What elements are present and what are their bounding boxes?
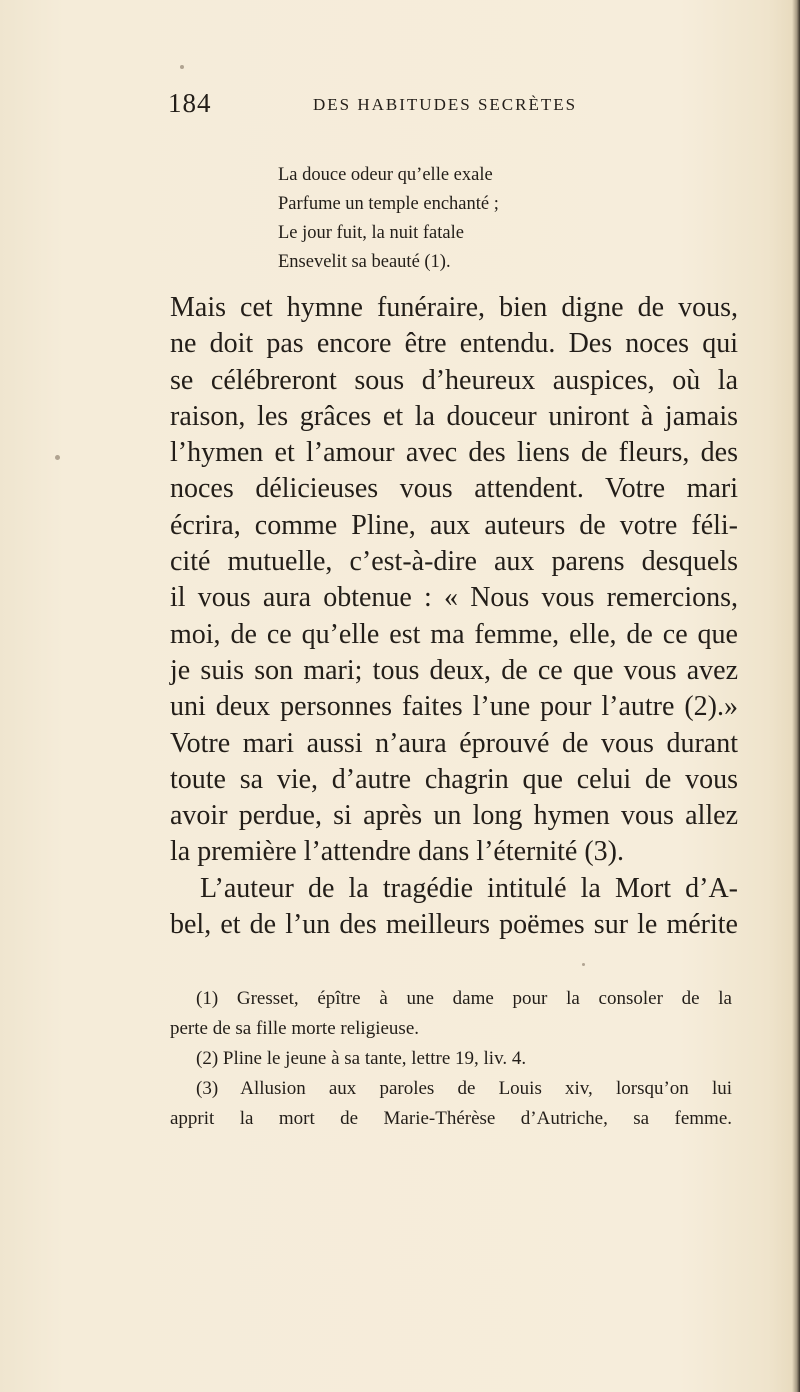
- footnote-line: (2) Pline le jeune à sa tante, lettre 19, liv. 4.: [196, 1048, 527, 1069]
- body-paragraphs: [170, 290, 738, 943]
- body-line: l’hymen et l’amour avec des liens de fleurs, des: [170, 437, 738, 469]
- body-line: Votre mari aussi n’aura éprouvé de vous durant: [170, 727, 738, 759]
- footnote-line: apprit la mort de Marie-Thérèse d’Autriche, sa femme.: [170, 1108, 732, 1129]
- page-header: [168, 88, 708, 128]
- verse-line: Ensevelit sa beauté (1).: [278, 252, 451, 272]
- body-line: je suis son mari; tous deux, de ce que vous avez: [170, 654, 738, 686]
- paper-speck: [582, 963, 585, 966]
- body-line: il vous aura obtenue : « Nous vous remercions,: [170, 582, 738, 614]
- footnote-line: (3) Allusion aux paroles de Louis xiv, lorsqu’on lui: [196, 1078, 732, 1099]
- page-binding-edge: [792, 0, 800, 1392]
- body-line: toute sa vie, d’autre chagrin que celui de vous: [170, 763, 738, 795]
- body-line: moi, de ce qu’elle est ma femme, elle, de ce que: [170, 618, 738, 650]
- verse-line: Parfume un temple enchanté ;: [278, 194, 499, 214]
- page-number: 184: [168, 88, 212, 118]
- body-line: cité mutuelle, c’est-à-dire aux parens desquels: [170, 546, 738, 578]
- body-line: avoir perdue, si après un long hymen vous allez: [170, 800, 738, 832]
- verse-line: La douce odeur qu’elle exale: [278, 165, 493, 185]
- verse-line: Le jour fuit, la nuit fatale: [278, 223, 464, 243]
- body-line: bel, et de l’un des meilleurs poëmes sur le mérite: [170, 909, 738, 941]
- body-line: raison, les grâces et la douceur uniront à jamais: [170, 400, 738, 432]
- body-line: noces délicieuses vous attendent. Votre mari: [170, 473, 738, 505]
- paper-speck: [55, 455, 60, 460]
- footnote-line: (1) Gresset, épître à une dame pour la consoler de la: [196, 988, 732, 1009]
- body-line: se célébreront sous d’heureux auspices, où la: [170, 364, 738, 396]
- body-line: écrira, comme Pline, aux auteurs de votre féli-: [170, 509, 738, 541]
- body-line: la première l’attendre dans l’éternité (3).: [170, 836, 624, 868]
- body-line: L’auteur de la tragédie intitulé la Mort d’A-: [200, 872, 738, 904]
- body-line: uni deux personnes faites l’une pour l’autre (2).»: [170, 691, 738, 723]
- footnote-line: perte de sa fille morte religieuse.: [170, 1018, 420, 1039]
- paper-speck: [180, 65, 184, 69]
- verse-quotation: [278, 161, 698, 277]
- body-line: ne doit pas encore être entendu. Des noces qui: [170, 328, 738, 360]
- body-line: Mais cet hymne funéraire, bien digne de vous,: [170, 292, 738, 323]
- running-head: DES HABITUDES SECRÈTES: [313, 95, 578, 114]
- footnotes: [170, 984, 732, 1134]
